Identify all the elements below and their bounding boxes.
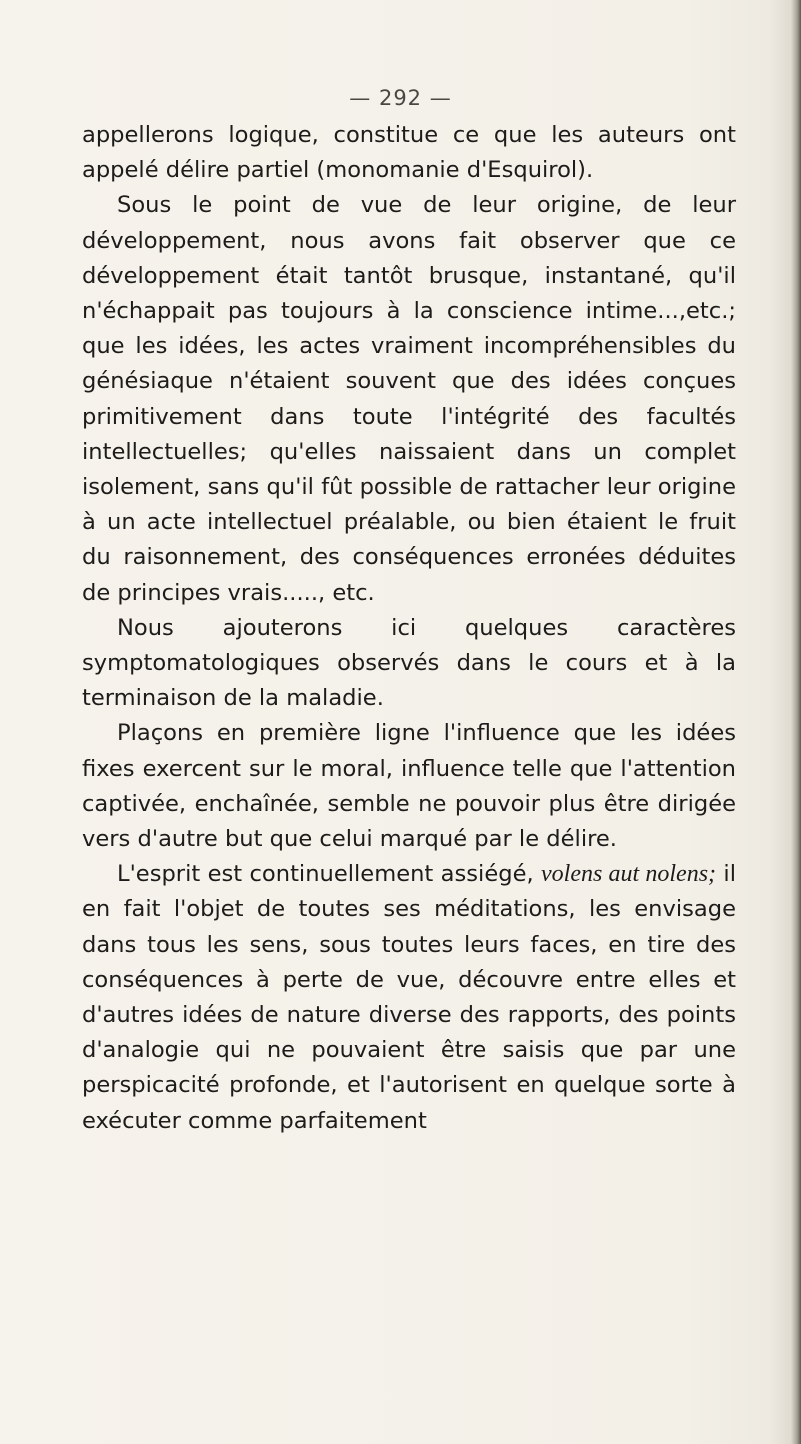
paragraph-5 (82, 857, 736, 1139)
paragraph-5-end: il en fait l'objet de toutes ses méditations, les envisage dans tous les sens, sous toutes leurs faces, en tire des conséquences à perte de vue, découvre entre elles et d'autres idées de nature diverse des rapports, des points d'analogie qui ne pouvaient être saisis que par une perspicacité profonde, et l'autorisent en quelque sorte à exécuter comme parfaitement (82, 861, 736, 1134)
paragraph-4: Plaçons en première ligne l'influence que les idées fixes exercent sur le moral, influence telle que l'attention captivée, enchaînée, semble ne pouvoir plus être dirigée vers d'autre but que celui marqué par le délire. (82, 720, 736, 853)
paragraph-2: Sous le point de vue de leur origine, de leur développement, nous avons fait observer que ce développement était tantôt brusque, instantané, qu'il n'échappait pas toujours à la conscience intime...,etc.; que les idées, les actes vraiment incompréhensibles du génésiaque n'étaient souvent que des idées conçues primitivement dans toute l'intégrité des facultés intellectuelles; qu'elles naissaient dans un complet isolement, sans qu'il fût possible de rattacher leur origine à un acte intellectuel préalable, ou bien étaient le fruit du raisonnement, des conséquences erronées déduites de principes vrais....., etc. (82, 192, 736, 606)
paragraph-3: Nous ajouterons ici quelques caractères symptomatologiques observés dans le cours et à la terminaison de la maladie. (82, 614, 736, 712)
latin-phrase: volens aut nolens; (541, 861, 717, 888)
paragraph-5-start: L'esprit est continuellement assiégé, (117, 861, 534, 888)
body-text (82, 118, 736, 1139)
page-edge-shadow (791, 0, 801, 1444)
paragraph-1: appellerons logique, constitue ce que les auteurs ont appelé délire partiel (monomanie d'Esquirol). (82, 122, 736, 184)
page-number: — 292 — (349, 86, 452, 110)
